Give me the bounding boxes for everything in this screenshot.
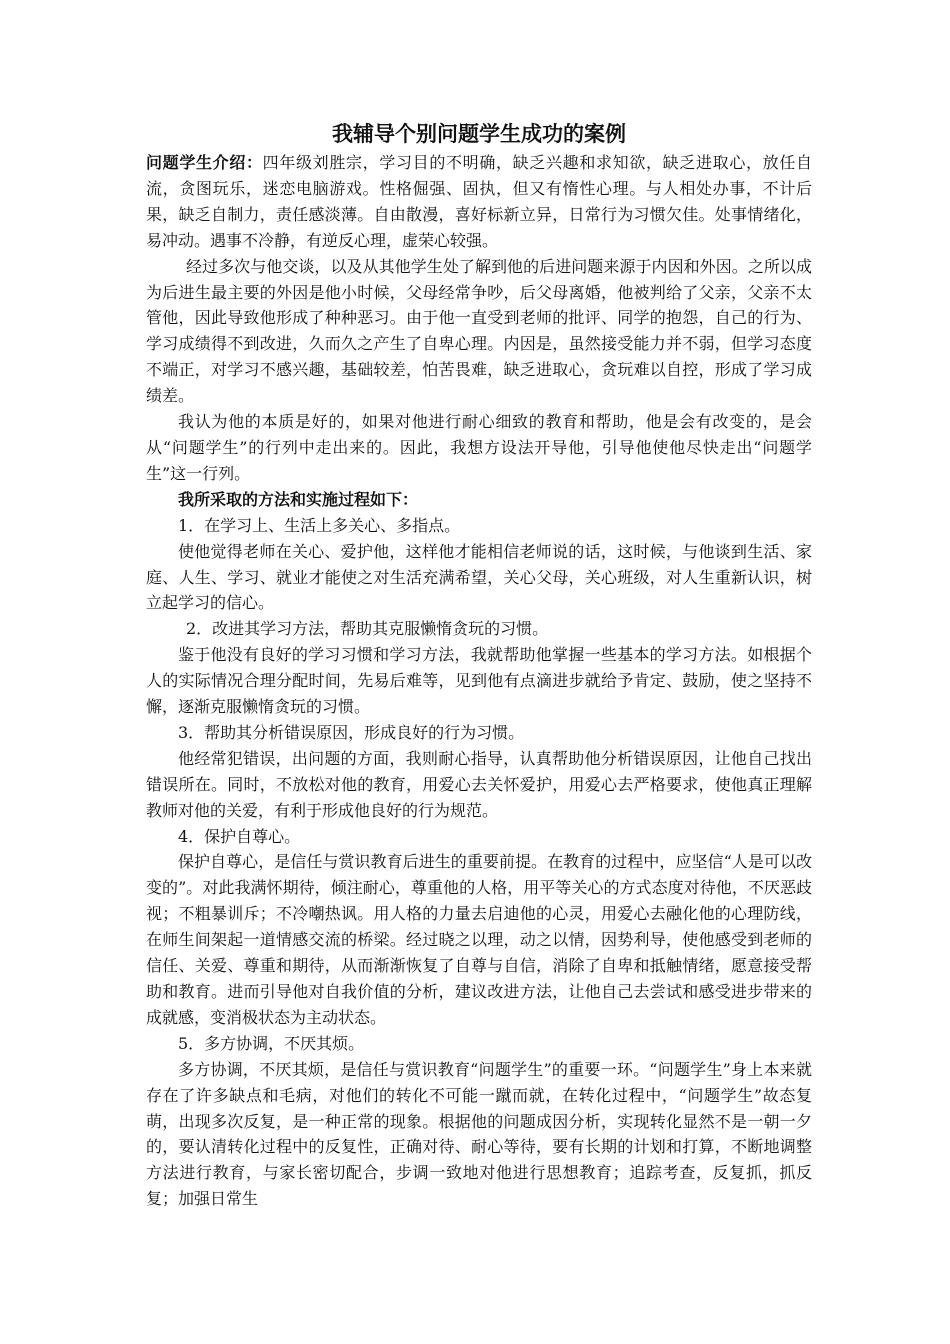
section-body: 他经常犯错误，出问题的方面，我则耐心指导，认真帮助他分析错误原因，让他自己找出错误所在。同时，不放松对他的教育，用爱心去关怀爱护，用爱心去严格要求，使他真正理解教师对他的关爱，有利于形成他良好的行为规范。 — [146, 748, 812, 820]
section-body: 保护自尊心，是信任与赏识教育后进生的重要前提。在教育的过程中，应坚信“人是可以改变的”。对此我满怀期待，倾注耐心，尊重他的人格，用平等关心的方式态度对待他，不厌恶歧视；不粗暴训斥；不冷嘲热讽。用人格的力量去启迪他的心灵，用爱心去融化他的心理防线，在师生间架起一道情感交流的桥梁。经过晓之以理，动之以情，因势利导，使他感受到老师的信任、关爱、尊重和期待，从而渐渐恢复了自尊与自信，消除了自卑和抵触情绪，愿意接受帮助和教育。进而引导他对自我价值的分析，建议改进方法，让他自己去尝试和感受进步带来的成就感，变消极状态为主动状态。 — [146, 852, 812, 1027]
analysis-paragraph: 经过多次与他交谈，以及从其他学生处了解到他的后进问题来源于内因和外因。之所以成为后进生最主要的外因是他小时候，父母经常争吵，后父母离婚，他被判给了父亲，父亲不太管他，因此导致他形成了种种恶习。由于他一直受到老师的批评、同学的抱怨，自己的行为、学习成绩得不到改进，久而久之产生了自卑心理。内因是，虽然接受能力并不弱，但学习态度不端正，对学习不感兴趣，基础较差，怕苦畏难，缺乏进取心，贪玩难以自控，形成了学习成绩差。 — [146, 256, 812, 406]
intro-text: 四年级刘胜宗，学习目的不明确，缺乏兴趣和求知欲，缺乏进取心，放任自流，贪图玩乐，迷恋电脑游戏。性格倔强、固执，但又有惰性心理。与人相处办事，不计后果，缺乏自制力，责任感淡薄。自由散漫，喜好标新立异，日常行为习惯欠佳。处事情绪化，易冲动。遇事不冷静，有逆反心理，虚荣心较强。 — [146, 153, 812, 250]
section-heading: 5．多方协调，不厌其烦。 — [178, 1033, 365, 1053]
section-heading: 2．改进其学习方法，帮助其克服懒惰贪玩的习惯。 — [186, 619, 549, 639]
document-page — [146, 118, 812, 1212]
section-body: 鉴于他没有良好的学习习惯和学习方法，我就帮助他掌握一些基本的学习方法。如根据个人的实际情况合理分配时间，先易后难等，见到他有点滴进步就给予肯定、鼓励，使之坚持不懈，逐渐克服懒惰贪玩的习惯。 — [146, 645, 812, 717]
intro-label: 问题学生介绍： — [146, 153, 263, 172]
document-title: 我辅导个别问题学生成功的案例 — [332, 122, 626, 146]
methods-heading: 我所采取的方法和实施过程如下： — [178, 489, 419, 509]
section-body: 使他觉得老师在关心、爱护他，这样他才能相信老师说的话，这时候，与他谈到生活、家庭、人生、学习、就业才能使之对生活充满希望，关心父母，关心班级，对人生重新认识，树立起学习的信心。 — [146, 541, 812, 613]
section-heading: 4．保护自尊心。 — [178, 826, 301, 846]
intro-paragraph — [146, 150, 812, 254]
section-heading: 1．在学习上、生活上多关心、多指点。 — [178, 515, 461, 535]
section-heading: 3．帮助其分析错误原因，形成良好的行为习惯。 — [178, 722, 525, 742]
section-body: 多方协调，不厌其烦，是信任与赏识教育“问题学生”的重要一环。“问题学生”身上本来就存在了许多缺点和毛病，对他们的转化不可能一蹴而就，在转化过程中，“问题学生”故态复萌，出现多次反复，是一种正常的现象。根据他的问题成因分析，实现转化显然不是一朝一夕的，要认清转化过程中的反复性，正确对待、耐心等待，要有长期的计划和打算，不断地调整方法进行教育，与家长密切配合，步调一致地对他进行思想教育；追踪考查，反复抓，抓反复；加强日常生 — [146, 1059, 812, 1209]
belief-paragraph: 我认为他的本质是好的，如果对他进行耐心细致的教育和帮助，他是会有改变的，是会从“问题学生”的行列中走出来的。因此，我想方设法开导他，引导他使他尽快走出“问题学生”这一行列。 — [146, 412, 812, 483]
